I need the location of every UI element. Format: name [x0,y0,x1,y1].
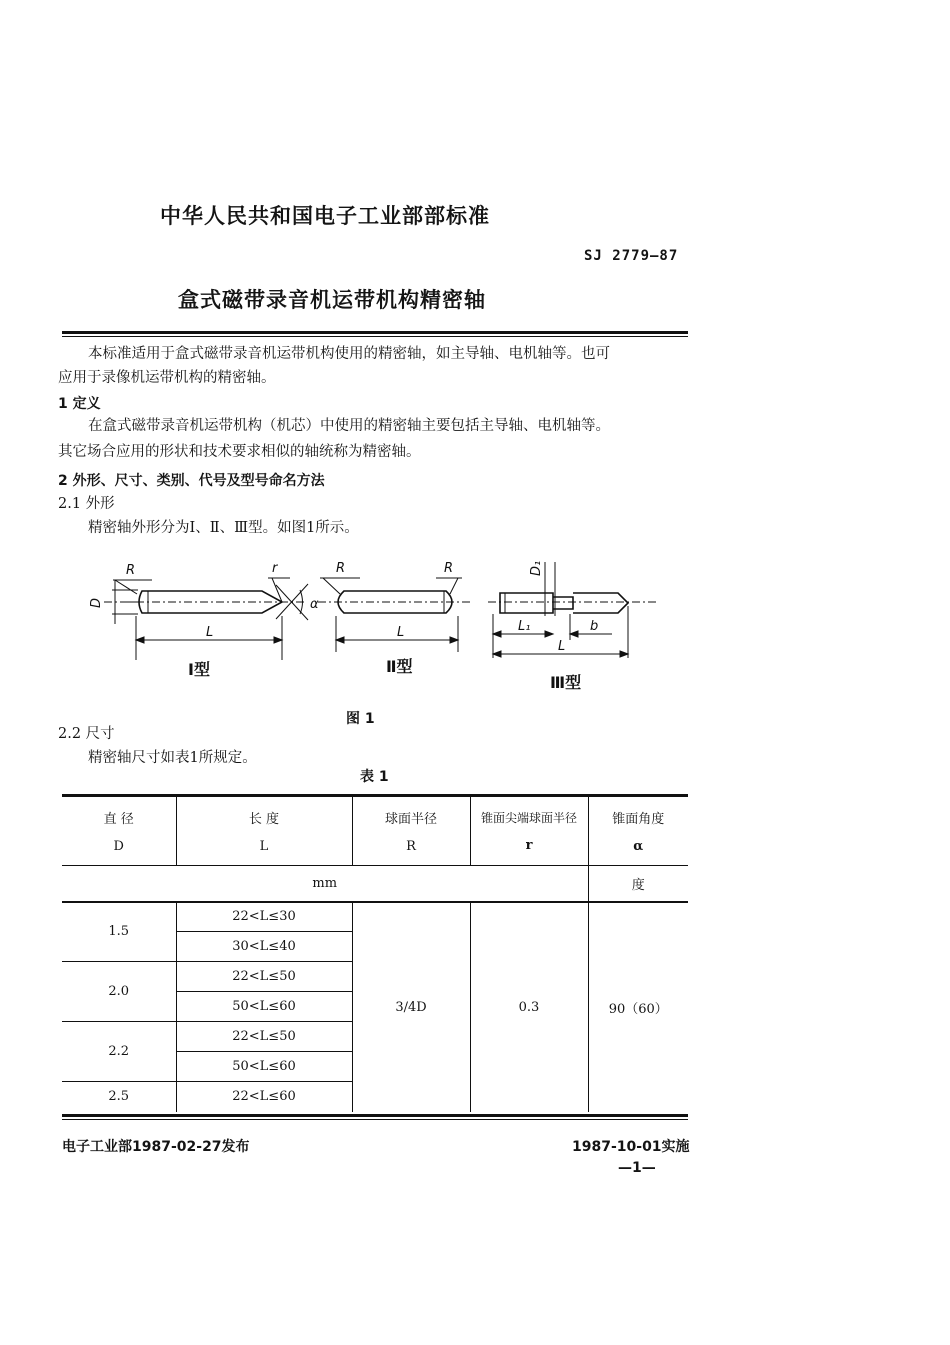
type-2-shaft-drawing [318,578,470,652]
figure-1-caption: 图 1 [346,711,375,727]
units-mm: mm [62,866,588,902]
type-1-L-label: L [206,625,214,640]
type-2-L-label: L [397,625,405,640]
length-cell: 22<L≤60 [232,1089,296,1105]
table-header-row [62,796,688,866]
length-cell: 50<L≤60 [176,1052,352,1082]
footer-rule-thick [62,1114,688,1117]
type-3-L-label: L [558,639,566,654]
header-cone-angle-symbol: α [633,839,644,854]
length-cell: 22<L≤50 [176,962,352,992]
diameter-cell: 2.2 [62,1022,176,1082]
type-1-alpha-label: α [310,597,319,612]
header-length-symbol: L [259,839,269,854]
type-1-D-label: D [89,597,104,608]
units-degree: 度 [588,866,688,902]
figure-1-drawing [0,550,950,700]
length-cell: 50<L≤60 [176,992,352,1022]
header-diameter [62,796,176,866]
standard-code: SJ 2779—87 [584,248,679,264]
type-1-shaft-drawing [104,578,308,660]
sphere-radius-cell: 3/4D [352,902,470,1112]
header-cone-angle-name: 锥面角度 [612,812,665,827]
header-length-name: 长 度 [248,812,280,827]
title-rule-thick [62,331,688,334]
section-2-heading: 2 外形、尺寸、类别、代号及型号命名方法 [58,473,325,489]
length-cell: 22<L≤50 [176,1022,352,1052]
page-number: —1— [618,1160,656,1176]
type-3-label: Ⅲ型 [550,673,582,692]
type-2-R-right-label: R [444,561,454,576]
section-2-1-heading: 2.1 外形 [58,496,115,512]
document-title: 盒式磁带录音机运带机构精密轴 [178,288,486,312]
effective-date: 1987-10-01实施 [572,1139,690,1155]
section-1-line-2: 其它场合应用的形状和技术要求相似的轴统称为精密轴。 [58,444,421,460]
footer-rule-thin [62,1119,688,1120]
diameter-cell: 1.5 [62,902,176,962]
type-3-L1-label: L₁ [518,619,531,634]
type-1-label: Ⅰ型 [188,660,210,679]
intro-line-1: 本标准适用于盒式磁带录音机运带机构使用的精密轴，如主导轴、电机轴等。也可 [88,346,610,362]
table-1-caption: 表 1 [360,769,389,785]
length-cell: 22<L≤30 [176,902,352,932]
table-1 [62,794,688,1112]
header-cone-angle [588,796,688,866]
type-3-shaft-drawing [488,562,656,658]
type-2-label: Ⅱ型 [386,657,413,676]
section-2-1-text: 精密轴外形分为Ⅰ、Ⅱ、Ⅲ型。如图1所示。 [88,520,359,536]
section-1-heading: 1 定义 [58,396,101,412]
diameter-cell: 2.0 [62,962,176,1022]
header-diameter-name: 直 径 [103,812,134,827]
cone-angle-cell: 90（60） [608,1001,668,1017]
table-units-row [62,866,688,902]
section-1-line-1: 在盒式磁带录音机运带机构（机芯）中使用的精密轴主要包括主导轴、电机轴等。 [88,418,610,434]
header-sphere-radius-symbol: R [406,839,416,854]
section-2-2-heading: 2.2 尺寸 [58,726,115,742]
title-rule-thin [62,336,688,337]
header-sphere-radius [352,796,470,866]
header-length [176,796,352,866]
type-3-D1-label: D₁ [529,560,544,576]
table-row [62,902,688,932]
header-tip-radius-name: 锥面尖端球面半径 [480,811,577,825]
header-diameter-symbol: D [113,839,124,854]
type-1-R-label: R [126,563,136,578]
diameter-cell: 2.5 [62,1082,176,1112]
intro-line-2: 应用于录像机运带机构的精密轴。 [58,370,276,386]
type-1-r-label: r [272,561,278,576]
type-2-R-left-label: R [336,561,346,576]
length-cell: 30<L≤40 [176,932,352,962]
header-sphere-radius-name: 球面半径 [384,812,437,827]
header-tip-radius [470,796,588,866]
section-2-2-text: 精密轴尺寸如表1所规定。 [88,750,257,766]
header-tip-radius-symbol: r [525,838,533,853]
issued-date: 电子工业部1987-02-27发布 [62,1139,250,1155]
tip-radius-cell: 0.3 [470,902,588,1112]
issuing-organization: 中华人民共和国电子工业部部标准 [160,204,490,228]
type-3-b-label: b [590,619,599,634]
